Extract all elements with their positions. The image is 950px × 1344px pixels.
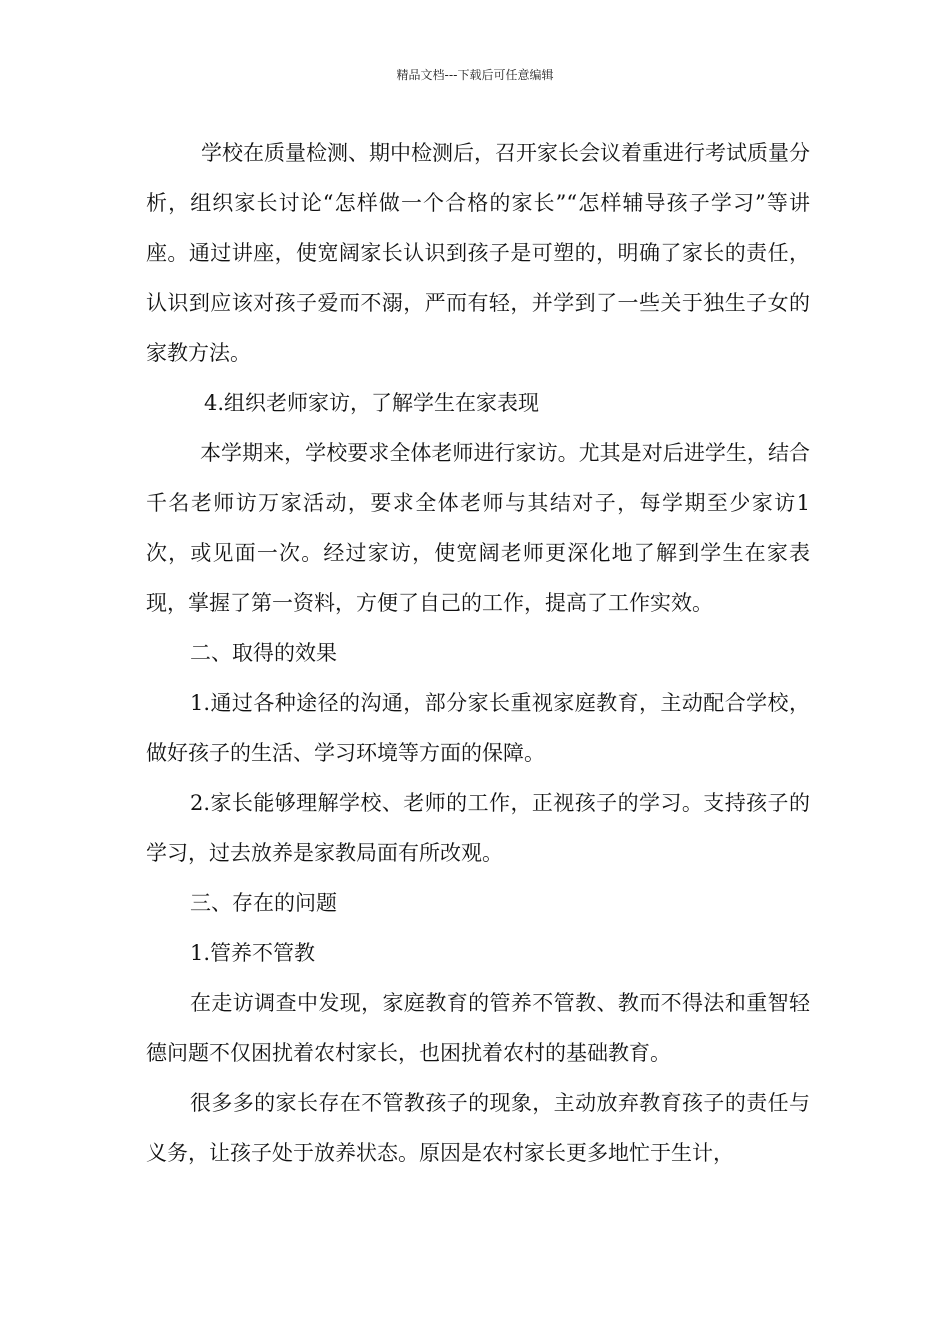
paragraph-parents-neglect: 很多多的家长存在不管教孩子的现象，主动放弃教育孩子的责任与义务，让孩子处于放养状态。原因是农村家长更多地忙于生计， bbox=[146, 1091, 810, 1165]
paragraph-home-visits: 本学期来，学校要求全体老师进行家访。尤其是对后进学生，结合千名老师访万家活动，要求全体老师与其结对子，每学期至少家访1次，或见面一次。经过家访，使宽阔老师更深化地了解到学生在家表现，掌握了第一资料，方便了自己的工作，提高了工作实效。 bbox=[146, 441, 810, 615]
paragraph-result-2: 2.家长能够理解学校、老师的工作，正视孩子的学习。支持孩子的学习，过去放养是家教局面有所改观。 bbox=[146, 791, 810, 865]
heading-results: 二、取得的效果 bbox=[190, 641, 337, 665]
heading-problems: 三、存在的问题 bbox=[190, 891, 337, 915]
page-header: 精品文档---下载后可任意编辑 bbox=[396, 68, 554, 82]
heading-home-visits: 4.组织老师家访，了解学生在家表现 bbox=[204, 391, 540, 415]
paragraph-survey-findings: 在走访调查中发现，家庭教育的管养不管教、教而不得法和重智轻德问题不仅困扰着农村家长，也困扰着农村的基础教育。 bbox=[146, 991, 810, 1065]
paragraph-parent-meeting: 学校在质量检测、期中检测后，召开家长会议着重进行考试质量分析，组织家长讨论“怎样做一个合格的家长”“怎样辅导孩子学习”等讲座。通过讲座，使宽阔家长认识到孩子是可塑的，明确了家长的责任，认识到应该对孩子爱而不溺，严而有轻，并学到了一些关于独生子女的家教方法。 bbox=[146, 141, 810, 365]
document-body bbox=[146, 128, 810, 1178]
heading-problem-1: 1.管养不管教 bbox=[190, 941, 316, 965]
paragraph-result-1: 1.通过各种途径的沟通，部分家长重视家庭教育，主动配合学校，做好孩子的生活、学习环境等方面的保障。 bbox=[146, 691, 810, 765]
